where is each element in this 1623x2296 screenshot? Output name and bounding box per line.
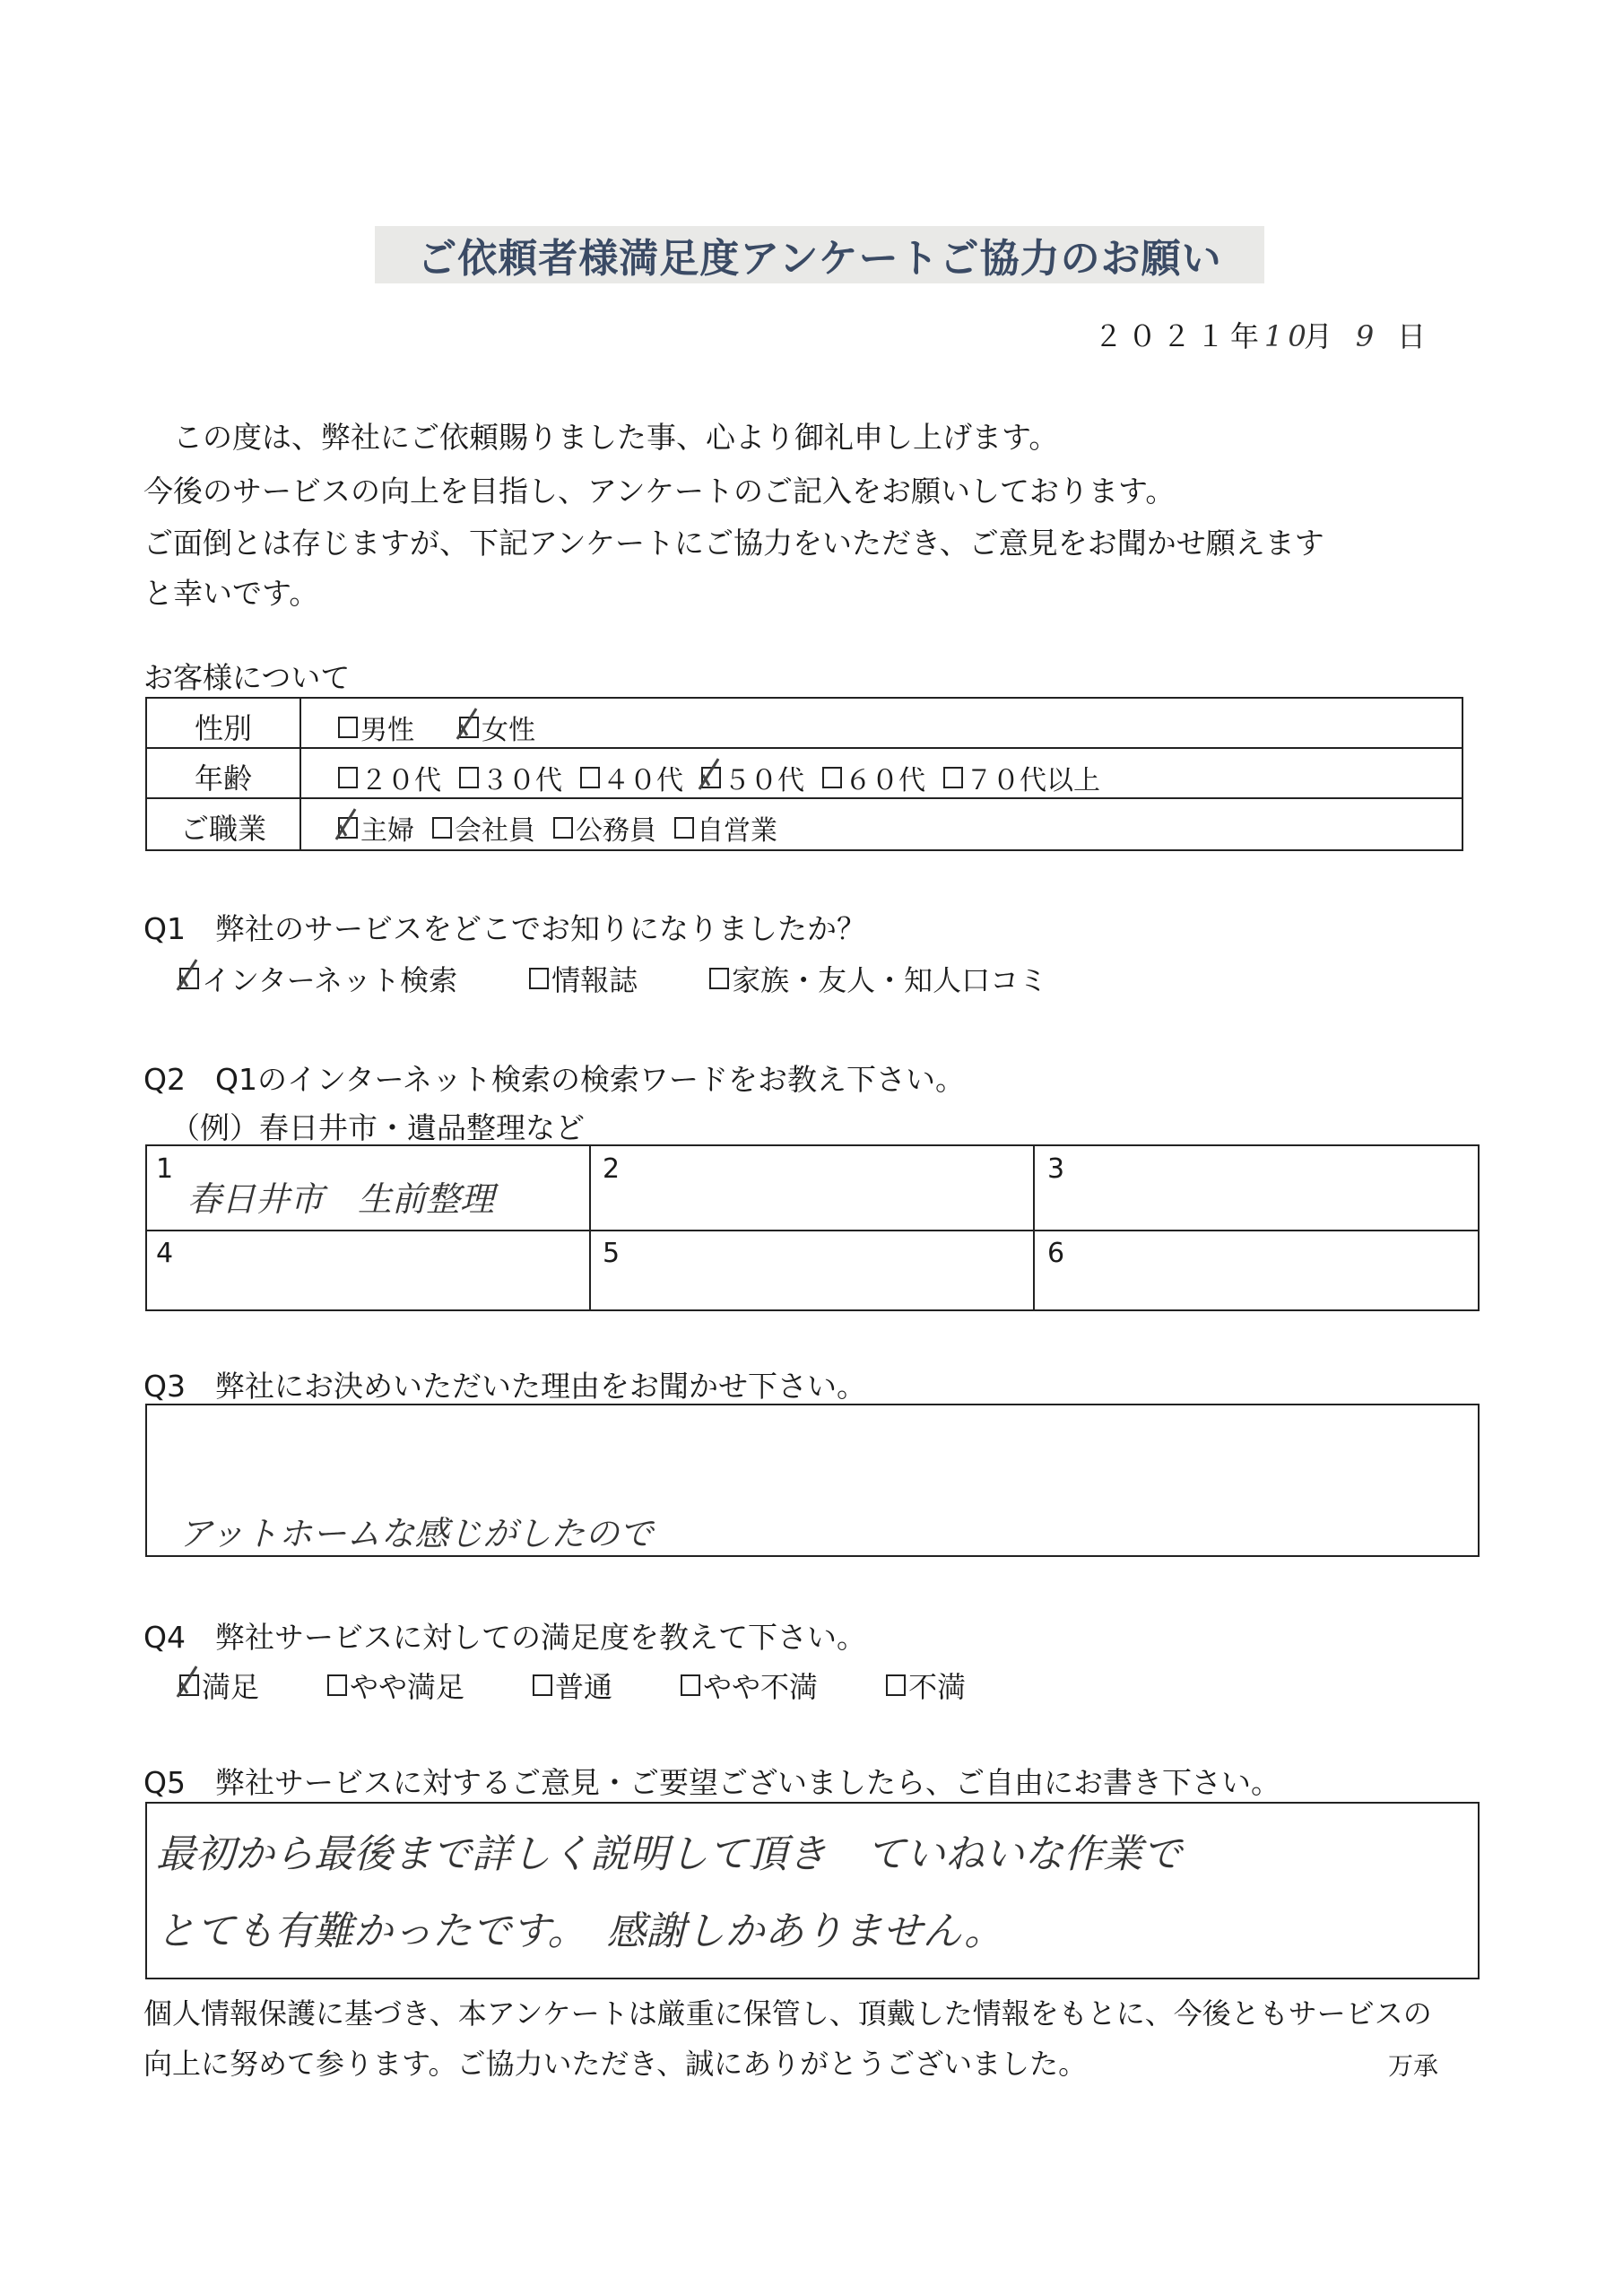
title-banner	[375, 226, 1264, 283]
checkbox-icon[interactable]	[709, 968, 729, 989]
age-20s[interactable]: ２０代	[338, 758, 441, 797]
age-30s[interactable]: ３０代	[459, 758, 562, 797]
page-title: ご依頼者様満足度アンケートご協力のお願い	[417, 236, 1222, 282]
checkbox-checked-icon[interactable]	[338, 817, 358, 839]
cell-number-6: 6	[1047, 1238, 1065, 1269]
intro-line-2: 今後のサービスの向上を目指し、アンケートのご記入をお願いしております。	[143, 474, 1176, 509]
age-label: 年齢	[194, 761, 252, 796]
q4-options	[179, 1665, 966, 1706]
keyword-answer-1[interactable]: 春日井市 生前整理	[187, 1179, 495, 1219]
date-day-label: 日	[1397, 319, 1432, 353]
gender-male[interactable]: 男性	[338, 708, 414, 747]
cell-number-2: 2	[603, 1153, 621, 1185]
intro-line-4: と幸いです。	[143, 576, 319, 611]
gender-options	[338, 708, 535, 747]
q3-answer: アットホームな感じがしたので	[178, 1514, 654, 1553]
age-40s[interactable]: ４０代	[580, 758, 683, 797]
q3-question: Q3 弊社にお決めいただいた理由をお聞かせ下さい。	[143, 1369, 866, 1404]
occupation-civil-servant[interactable]: 公務員	[553, 808, 656, 848]
date	[1094, 314, 1431, 355]
occupation-housewife[interactable]: 主婦	[338, 808, 414, 848]
q4-neutral[interactable]: 普通	[533, 1665, 612, 1706]
checkbox-checked-icon[interactable]	[459, 717, 479, 738]
occupation-label: ご職業	[179, 812, 266, 846]
q4-somewhat-satisfied[interactable]: やや満足	[327, 1665, 464, 1706]
checkbox-checked-icon[interactable]	[179, 1674, 199, 1696]
occupation-self-employed[interactable]: 自営業	[674, 808, 777, 848]
cell-number-5: 5	[603, 1238, 621, 1269]
q1-question: Q1 弊社のサービスをどこでお知りになりましたか？	[143, 911, 866, 946]
checkbox-icon[interactable]	[681, 1674, 700, 1696]
q4-question: Q4 弊社サービスに対しての満足度を教えて下さい。	[143, 1620, 866, 1655]
checkbox-icon[interactable]	[533, 1674, 552, 1696]
date-month-value: 10	[1264, 319, 1312, 353]
intro-line-3: ご面倒とは存じますが、下記アンケートにご協力をいただき、ご意見をお聞かせ願えます	[143, 526, 1324, 561]
intro-line-1: この度は、弊社にご依頼賜りました事、心より御礼申し上げます。	[143, 420, 1059, 455]
gender-female[interactable]: 女性	[459, 708, 535, 747]
customer-table	[145, 697, 1463, 851]
age-50s[interactable]: ５０代	[701, 758, 804, 797]
checkbox-icon[interactable]	[943, 767, 963, 788]
gender-label: 性別	[194, 711, 252, 745]
q2-keyword-grid	[145, 1144, 1480, 1311]
checkbox-checked-icon[interactable]	[701, 767, 721, 788]
age-60s[interactable]: ６０代	[822, 758, 925, 797]
occupation-options	[338, 808, 777, 848]
checkbox-icon[interactable]	[327, 1674, 347, 1696]
checkbox-icon[interactable]	[580, 767, 600, 788]
q4-satisfied[interactable]: 満足	[179, 1665, 259, 1706]
occupation-employee[interactable]: 会社員	[432, 808, 535, 848]
checkbox-icon[interactable]	[459, 767, 479, 788]
checkbox-icon[interactable]	[338, 717, 358, 738]
checkbox-icon[interactable]	[553, 817, 573, 839]
q5-answer-line-2: とても有難かったです。 感謝しかありません。	[156, 1909, 1004, 1954]
checkbox-icon[interactable]	[886, 1674, 906, 1696]
q4-somewhat-dissatisfied[interactable]: やや不満	[681, 1665, 818, 1706]
footer-line-1: 個人情報保護に基づき、本アンケートは厳重に保管し、頂戴した情報をもとに、今後ともサービスの	[143, 1996, 1432, 2031]
checkbox-checked-icon[interactable]	[179, 968, 199, 989]
cell-number-3: 3	[1047, 1153, 1065, 1185]
q5-answer-line-1: 最初から最後まで詳しく説明して頂き ていねいな作業で	[156, 1831, 1182, 1877]
q4-dissatisfied[interactable]: 不満	[886, 1665, 966, 1706]
footer-line-2: 向上に努めて参ります。ご協力いただき、誠にありがとうございました。	[143, 2047, 1088, 2081]
checkbox-icon[interactable]	[432, 817, 452, 839]
q3-answer-box[interactable]	[145, 1404, 1480, 1557]
q1-word-of-mouth[interactable]: 家族・友人・知人口コミ	[709, 958, 1047, 999]
checkbox-icon[interactable]	[338, 767, 358, 788]
date-month-label: 月	[1304, 319, 1339, 353]
customer-heading: お客様について	[143, 660, 351, 695]
checkbox-icon[interactable]	[822, 767, 842, 788]
cell-number-4: 4	[156, 1238, 174, 1269]
cell-number-1: 1	[156, 1153, 174, 1185]
q2-question: Q2 Q1のインターネット検索の検索ワードをお教え下さい。	[143, 1062, 965, 1097]
q2-example: （例）春日井市・遺品整理など	[170, 1110, 585, 1145]
checkbox-icon[interactable]	[674, 817, 694, 839]
date-year: ２０２１年	[1094, 319, 1265, 353]
age-70s-plus[interactable]: ７０代以上	[943, 758, 1100, 797]
checkbox-icon[interactable]	[529, 968, 549, 989]
age-options	[338, 758, 1100, 797]
q1-magazine[interactable]: 情報誌	[529, 958, 638, 999]
q1-internet-search[interactable]: インターネット検索	[179, 958, 457, 999]
q1-options	[179, 958, 1047, 999]
q5-question: Q5 弊社サービスに対するご意見・ご要望ございましたら、ご自由にお書き下さい。	[143, 1765, 1280, 1800]
q5-answer-box[interactable]	[145, 1802, 1480, 1979]
company-name: 万承	[1388, 2051, 1439, 2081]
date-day-value: 9	[1355, 319, 1380, 353]
